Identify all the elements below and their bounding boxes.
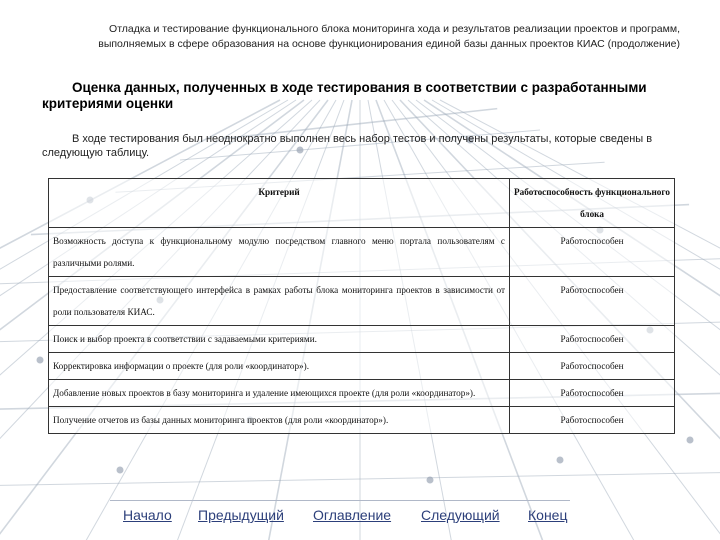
intro-paragraph: В ходе тестирования был неоднократно выполнен весь набор тестов и получены результаты, которые сведены в следующую таблицу. (42, 133, 653, 159)
result-cell: Работоспособен (510, 228, 675, 277)
result-cell: Работоспособен (510, 353, 675, 380)
results-table (48, 178, 675, 434)
table-row (49, 326, 675, 353)
result-cell: Работоспособен (510, 326, 675, 353)
grid-node (557, 457, 564, 464)
result-cell: Работоспособен (510, 380, 675, 407)
result-cell: Работоспособен (510, 407, 675, 434)
table-row (49, 407, 675, 434)
grid-node (117, 467, 124, 474)
table-row (49, 353, 675, 380)
table-row (49, 380, 675, 407)
column-header-result: Работоспособность функционального блока (510, 179, 675, 228)
nav-previous-link[interactable]: Предыдущий (198, 507, 284, 523)
nav-next-link[interactable]: Следующий (421, 507, 500, 523)
grid-node (427, 477, 434, 484)
criterion-cell: Добавление новых проектов в базу мониторинга и удаление имеющихся проекте (для роли «координатор»). (49, 380, 510, 407)
section-title: Оценка данных, полученных в ходе тестирования в соответствии с разработанными критериями оценки (42, 80, 647, 111)
slide-header: Отладка и тестирование функционального блока мониторинга хода и результатов реализации проектов и программ, выполняемых в сфере образования на основе функционирования единой базы данных проектов КИАС (продолжение) (98, 23, 680, 50)
grid-node (687, 437, 694, 444)
criterion-cell: Получение отчетов из базы данных мониторинга проектов (для роли «координатор»). (49, 407, 510, 434)
criterion-cell: Корректировка информации о проекте (для роли «координатор»). (49, 353, 510, 380)
table-row (49, 228, 675, 277)
column-header-criterion: Критерий (49, 179, 510, 228)
table-row (49, 277, 675, 326)
criterion-cell: Предоставление соответствующего интерфейса в рамках работы блока мониторинга проектов в зависимости от роли пользователя КИАС. (49, 277, 510, 326)
criterion-cell: Поиск и выбор проекта в соответствии с задаваемыми критериями. (49, 326, 510, 353)
nav-divider (110, 500, 570, 501)
result-cell: Работоспособен (510, 277, 675, 326)
grid-node (37, 357, 44, 364)
nav-end-link[interactable]: Конец (528, 507, 568, 523)
table-header-row (49, 179, 675, 228)
navigation-bar (0, 505, 720, 529)
nav-start-link[interactable]: Начало (123, 507, 172, 523)
criterion-cell: Возможность доступа к функциональному модулю посредством главного меню портала пользователям с различными ролями. (49, 228, 510, 277)
nav-contents-link[interactable]: Оглавление (313, 507, 392, 523)
